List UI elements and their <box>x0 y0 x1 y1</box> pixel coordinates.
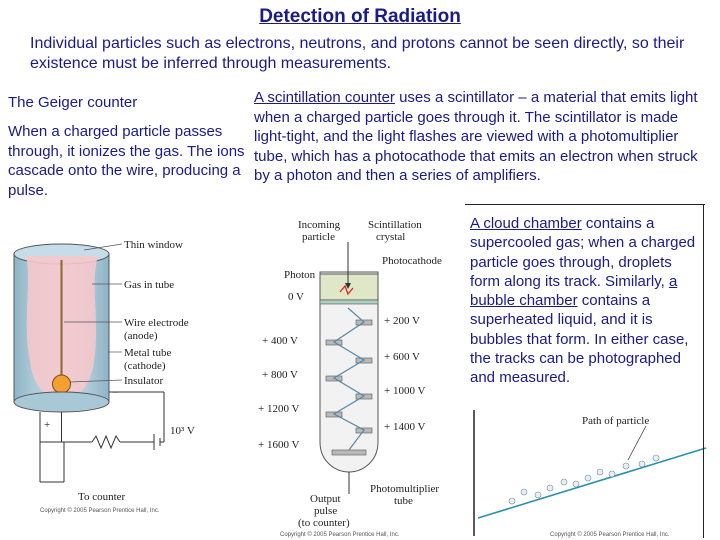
label-gas-in-tube: Gas in tube <box>124 279 175 291</box>
scint-copyright: Copyright © 2005 Pearson Prentice Hall, Inc. <box>280 532 400 538</box>
label-photon: Photon <box>284 269 316 281</box>
geiger-copyright: Copyright © 2005 Pearson Prentice Hall, Inc. <box>40 508 160 514</box>
label-1600v: + 1600 V <box>258 439 300 451</box>
label-thin-window: Thin window <box>124 239 183 251</box>
particle-path-line <box>478 448 706 518</box>
figure-frame-top <box>465 204 705 205</box>
scintillation-crystal-shape <box>320 274 378 300</box>
label-wire-electrode: Wire electrode <box>124 317 189 329</box>
label-1000v: + 1000 V <box>384 385 426 397</box>
label-pulse: pulse <box>314 505 338 517</box>
scintillation-counter-figure <box>250 212 462 538</box>
label-particle: particle <box>302 231 335 243</box>
label-1200v: + 1200 V <box>258 403 300 415</box>
cloud-chamber-paragraph <box>470 214 705 388</box>
label-400v: + 400 V <box>262 335 298 347</box>
bubble-chamber-term: a bubble chamber <box>470 272 678 310</box>
label-insulator: Insulator <box>124 375 164 387</box>
label-incoming: Incoming <box>298 219 341 231</box>
label-scintillation: Scintillation <box>368 219 422 231</box>
label-voltage: 10³ V <box>170 425 195 437</box>
label-to-counter: (to counter) <box>298 517 350 529</box>
geiger-counter-figure <box>4 212 244 518</box>
label-minus: − <box>112 387 119 399</box>
geiger-heading: The Geiger counter <box>8 94 138 111</box>
scintillation-term: A scintillation counter <box>254 89 395 106</box>
label-crystal: crystal <box>376 231 406 243</box>
label-to-counter: To counter <box>78 491 126 503</box>
label-200v: + 200 V <box>384 315 420 327</box>
label-path-of-particle: Path of particle <box>582 415 650 427</box>
insulator-shape <box>53 375 71 393</box>
photocathode-shape <box>320 300 378 304</box>
track-copyright: Copyright © 2005 Pearson Prentice Hall, Inc. <box>550 532 670 538</box>
path-leader <box>628 426 646 460</box>
label-1400v: + 1400 V <box>384 421 426 433</box>
bubble-track <box>509 455 659 504</box>
label-tube: tube <box>394 495 413 507</box>
label-photocathode: Photocathode <box>382 255 442 267</box>
label-800v: + 800 V <box>262 369 298 381</box>
intro-text: Individual particles such as electrons, neutrons, and protons cannot be seen directly, so their existence must be inferred through measurements. <box>30 35 685 72</box>
geiger-description: When a charged particle passes through, it ionizes the gas. The ions cascade onto the wire, producing a pulse. <box>8 123 245 199</box>
label-cathode: (cathode) <box>124 360 166 372</box>
scintillation-paragraph <box>254 88 699 186</box>
bubble-chamber-body: contains a superheated liquid, and it is bubbles that form. In either case, the tracks can be photographed and measured. <box>470 292 689 387</box>
cloud-chamber-body: contains a supercooled gas; when a charged particle goes through, droplets form along its track. Similarly, <box>470 215 696 290</box>
scintillation-body: uses a scintillator – a material that emits light when a charged particle goes through it. The scintillator is made light-tight, and the light flashes are viewed with a photomultiplier tube, which has a photocathode that emits an electron when struck by a photon and then a series of amplifiers. <box>254 89 698 184</box>
label-plus: + <box>44 419 51 431</box>
figure-frame-right <box>703 204 704 538</box>
label-metal-tube: Metal tube <box>124 347 172 359</box>
label-photomultiplier: Photomultiplier <box>370 483 440 495</box>
tube-bottom <box>14 392 109 412</box>
page-title: Detection of Radiation <box>259 6 461 27</box>
particle-track-figure <box>466 408 716 538</box>
label-0v: 0 V <box>288 291 304 303</box>
cloud-chamber-term: A cloud chamber <box>470 215 582 232</box>
label-anode: (anode) <box>124 330 158 342</box>
label-600v: + 600 V <box>384 351 420 363</box>
label-output: Output <box>310 493 341 505</box>
